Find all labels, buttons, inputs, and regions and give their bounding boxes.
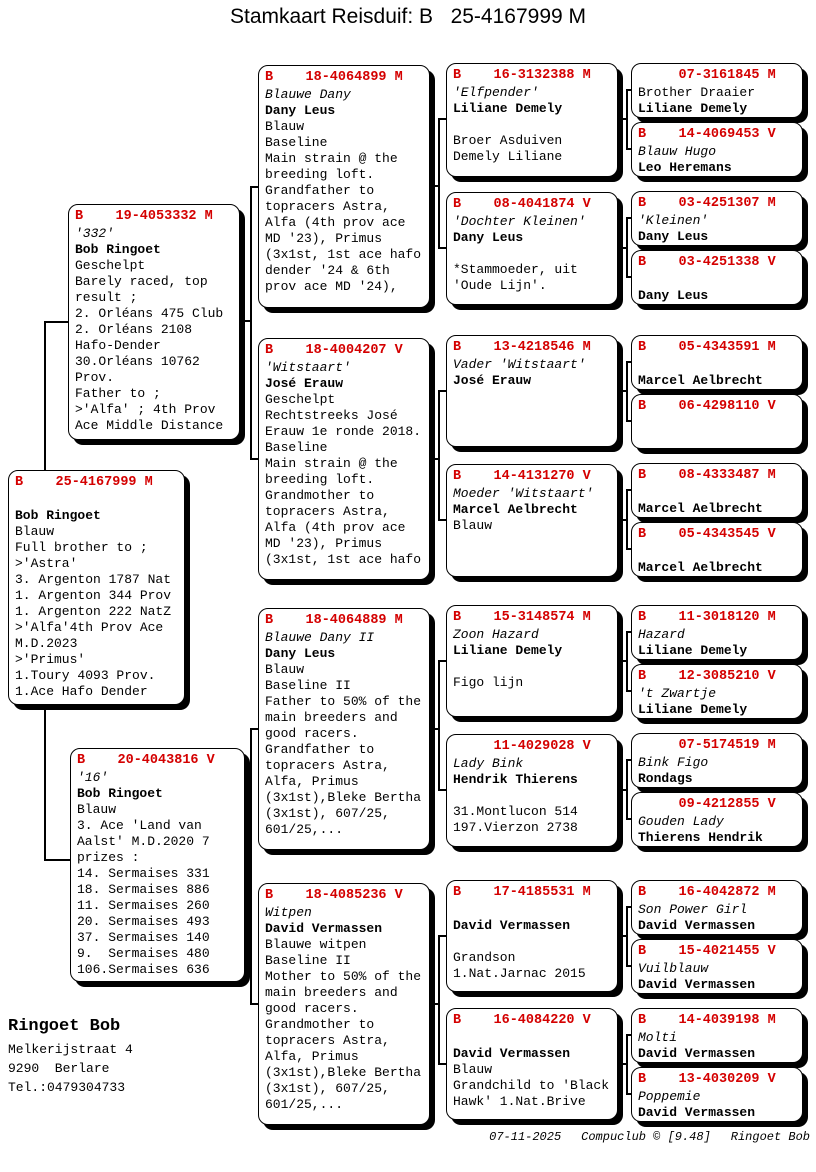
info-line: Grandmother to	[265, 1017, 375, 1032]
info-line: Grandchild to 'Black	[453, 1078, 610, 1093]
ring-number-header: B 16-4084220 V	[453, 1013, 591, 1028]
pedigree-box-sire	[68, 204, 240, 440]
ring-number-header: B 12-3085210 V	[638, 669, 776, 684]
pigeon-name: Poppemie	[638, 1089, 701, 1104]
info-line: 30.Orléans 10762	[75, 354, 200, 369]
ring-number-header: 07-5174519 M	[638, 738, 776, 753]
pigeon-name: '16'	[77, 770, 109, 785]
info-line: Geschelpt	[265, 392, 336, 407]
info-line: 18. Sermaises 886	[77, 882, 210, 897]
connector-line	[438, 935, 440, 1065]
info-line: main breeders and	[265, 710, 398, 725]
info-line: topracers Astra,	[265, 1033, 390, 1048]
connector-line	[44, 859, 71, 861]
ring-number-header: B 18-4004207 V	[265, 343, 403, 358]
ring-number-header: 11-4029028 V	[453, 739, 591, 754]
pedigree-box-ggg14	[631, 939, 803, 994]
info-line	[453, 788, 611, 804]
pigeon-name: Son Power Girl	[638, 902, 748, 917]
pigeon-name: Gouden Lady	[638, 814, 724, 829]
fancier-name: Dany Leus	[265, 646, 336, 661]
info-line	[638, 357, 796, 373]
fancier-name: David Vermassen	[638, 1105, 756, 1120]
pigeon-name: Vader 'Witstaart'	[453, 357, 586, 372]
fancier-name: Marcel Aelbrecht	[638, 373, 763, 388]
ring-number-header: B 05-4343545 V	[638, 527, 776, 542]
info-line: 1. Argenton 344 Prov	[15, 588, 172, 603]
fancier-name: Dany Leus	[638, 229, 709, 244]
info-line: MD '23), Primus	[265, 536, 383, 551]
info-line: Alfa, Primus	[265, 774, 359, 789]
connector-line	[438, 390, 440, 521]
info-line: 1.Toury 4093 Prov.	[15, 668, 156, 683]
info-line: (3x1st, 1st ace hafo	[265, 552, 422, 567]
pigeon-name: Lady Bink	[453, 756, 524, 771]
pedigree-box-ggg4	[631, 250, 803, 305]
fancier-name: Marcel Aelbrecht	[638, 501, 763, 516]
info-line: 601/25,...	[265, 1097, 344, 1112]
ring-number-header: B 16-4042872 M	[638, 885, 776, 900]
connector-line	[438, 247, 446, 249]
pedigree-box-dam	[70, 748, 245, 982]
fancier-name: Liliane Demely	[638, 643, 748, 658]
ring-number-header: B 14-4069453 V	[638, 127, 776, 142]
connector-line	[438, 660, 440, 791]
fancier-name: Rondags	[638, 771, 693, 786]
pigeon-name: Blauwe Dany II	[265, 630, 375, 645]
info-line: 601/25,...	[265, 822, 344, 837]
info-line: Blauw	[265, 119, 305, 134]
info-line: 3. Argenton 1787 Nat	[15, 572, 172, 587]
pigeon-name: Molti	[638, 1030, 678, 1045]
info-line: Blauwe witpen	[265, 937, 367, 952]
info-line: M.D.2023	[15, 636, 78, 651]
fancier-name: Dany Leus	[638, 288, 709, 303]
pigeon-name: Zoon Hazard	[453, 627, 539, 642]
info-line	[15, 492, 178, 508]
ring-number-header: B 13-4030209 V	[638, 1072, 776, 1087]
footer-owner: Ringoet Bob	[730, 1130, 810, 1144]
pigeon-name: Moeder 'Witstaart'	[453, 486, 594, 501]
ring-number-header: B 03-4251338 V	[638, 255, 776, 270]
ring-number-header: B 18-4064899 M	[265, 70, 403, 85]
pedigree-box-g2	[258, 338, 430, 580]
pigeon-name: 'Dochter Kleinen'	[453, 214, 586, 229]
connector-line	[250, 728, 252, 1005]
info-line: Aalst' M.D.2020 7	[77, 834, 210, 849]
connector-line	[626, 1034, 628, 1095]
info-line: Baseline II	[265, 953, 351, 968]
info-line: Demely Liliane	[453, 149, 563, 164]
info-line: prizes :	[77, 850, 140, 865]
info-line: Figo lijn	[453, 675, 524, 690]
info-line: Ace Middle Distance	[75, 418, 224, 433]
info-line: topracers Astra,	[265, 199, 390, 214]
fancier-name: Hendrik Thierens	[453, 772, 578, 787]
pedigree-box-gg3	[446, 335, 618, 447]
pedigree-box-gg2	[446, 192, 618, 305]
info-line: main breeders and	[265, 985, 398, 1000]
pigeon-name: 'Witstaart'	[265, 360, 351, 375]
info-line: good racers.	[265, 726, 359, 741]
connector-line	[44, 321, 46, 471]
info-line: Main strain @ the	[265, 456, 398, 471]
pedigree-box-gg6	[446, 734, 618, 847]
info-line: Blauw	[453, 518, 493, 533]
ring-number-header: B 03-4251307 M	[638, 196, 776, 211]
fancier-name: Dany Leus	[453, 230, 524, 245]
info-line: Grandson	[453, 950, 516, 965]
fancier-name: Liliane Demely	[638, 101, 748, 116]
info-line: 1.Nat.Jarnac 2015	[453, 966, 586, 981]
info-line: Mother to 50% of the	[265, 969, 422, 984]
info-line: Full brother to ;	[15, 540, 148, 555]
ring-number-header: 09-4212855 V	[638, 797, 776, 812]
fancier-name: David Vermassen	[265, 921, 383, 936]
info-line: prov ace MD '24),	[265, 279, 398, 294]
connector-line	[438, 519, 446, 521]
footer-date: 07-11-2025	[489, 1130, 562, 1144]
page-title: Stamkaart Reisduif: B 25-4167999 M	[229, 5, 586, 28]
ring-number-header: B 11-3018120 M	[638, 610, 776, 625]
pigeon-name: Witpen	[265, 905, 312, 920]
info-line: Blauw	[453, 1062, 493, 1077]
pigeon-name: Blauw Hugo	[638, 144, 717, 159]
info-line: 37. Sermaises 140	[77, 930, 210, 945]
info-line: Father to ;	[75, 386, 161, 401]
fancier-name: David Vermassen	[453, 918, 571, 933]
connector-line	[626, 906, 628, 967]
info-line	[453, 117, 611, 133]
info-line: Baseline	[265, 440, 328, 455]
connector-line	[250, 1003, 258, 1005]
ring-number-header: B 18-4064889 M	[265, 613, 403, 628]
pigeon-name: 't Zwartje	[638, 686, 717, 701]
ring-number-header: B 08-4041874 V	[453, 197, 591, 212]
info-line: 11. Sermaises 260	[77, 898, 210, 913]
connector-line	[626, 759, 628, 820]
pedigree-box-ggg6	[631, 394, 803, 449]
ring-number-header: B 20-4043816 V	[77, 753, 215, 768]
info-line: Rechtstreeks José	[265, 408, 398, 423]
pedigree-box-g1	[258, 65, 430, 308]
pigeon-name: Blauwe Dany	[265, 87, 351, 102]
pigeon-name: 'Kleinen'	[638, 213, 709, 228]
info-line: good racers.	[265, 1001, 359, 1016]
info-line: Brother Draaier	[638, 85, 756, 100]
connector-line	[626, 631, 628, 692]
info-line: result ;	[75, 290, 138, 305]
info-line: Alfa, Primus	[265, 1049, 359, 1064]
pigeon-name: '332'	[75, 226, 115, 241]
info-line: Baseline	[265, 135, 328, 150]
pedigree-box-gg7	[446, 880, 618, 992]
connector-line	[438, 935, 446, 937]
connector-line	[250, 458, 258, 460]
pedigree-box-gg1	[446, 63, 618, 177]
info-line: Father to 50% of the	[265, 694, 422, 709]
pedigree-box-ggg9	[631, 605, 803, 660]
pigeon-name: Hazard	[638, 627, 685, 642]
footer	[489, 1130, 810, 1144]
info-line	[453, 659, 611, 675]
pedigree-box-ggg7	[631, 463, 803, 518]
pedigree-box-ggg5	[631, 335, 803, 390]
fancier-name: Bob Ringoet	[15, 508, 101, 523]
ring-number-header: 07-3161845 M	[638, 68, 776, 83]
ring-number-header: B 13-4218546 M	[453, 340, 591, 355]
pedigree-box-ggg16	[631, 1067, 803, 1122]
info-line: topracers Astra,	[265, 504, 390, 519]
info-line: (3x1st), 607/25,	[265, 806, 390, 821]
fancier-name: David Vermassen	[638, 1046, 756, 1061]
info-line	[453, 902, 611, 918]
pedigree-box-ggg11	[631, 733, 803, 788]
connector-line	[438, 789, 446, 791]
info-line: breeding loft.	[265, 167, 375, 182]
info-line: >'Alfa' ; 4th Prov	[75, 402, 216, 417]
pigeon-name: Bink Figo	[638, 755, 709, 770]
info-line: 1.Ace Hafo Dender	[15, 684, 148, 699]
info-line: 31.Montlucon 514	[453, 804, 578, 819]
info-line: Barely raced, top	[75, 274, 208, 289]
info-line: Prov.	[75, 370, 115, 385]
fancier-name: Marcel Aelbrecht	[638, 560, 763, 575]
info-line: (3x1st, 1st ace hafo	[265, 247, 422, 262]
info-line: Erauw 1e ronde 2018.	[265, 424, 422, 439]
info-line: MD '23), Primus	[265, 231, 383, 246]
info-line	[638, 485, 796, 501]
info-line	[453, 934, 611, 950]
info-line: 20. Sermaises 493	[77, 914, 210, 929]
connector-line	[626, 361, 628, 422]
connector-line	[438, 1063, 446, 1065]
pedigree-box-ggg15	[631, 1008, 803, 1063]
ring-number-header: B 06-4298110 V	[638, 399, 776, 414]
info-line: Blauw	[265, 662, 305, 677]
fancier-name: Bob Ringoet	[77, 786, 163, 801]
connector-line	[438, 390, 446, 392]
info-line: 1. Argenton 222 NatZ	[15, 604, 172, 619]
fancier-name: Thierens Hendrik	[638, 830, 763, 845]
owner-phone: Tel.:0479304733	[8, 1080, 126, 1095]
connector-line	[626, 489, 628, 550]
info-line: Hawk' 1.Nat.Brive	[453, 1094, 586, 1109]
info-line: 'Oude Lijn'.	[453, 278, 547, 293]
info-line: 9. Sermaises 480	[77, 946, 210, 961]
fancier-name: David Vermassen	[453, 1046, 571, 1061]
connector-line	[438, 118, 440, 249]
info-line: Alfa (4th prov ace	[265, 215, 406, 230]
ring-number-header: B 14-4131270 V	[453, 469, 591, 484]
fancier-name: Leo Heremans	[638, 160, 732, 175]
fancier-name: Marcel Aelbrecht	[453, 502, 578, 517]
footer-program: Compuclub © [9.48]	[581, 1130, 711, 1144]
info-line: >'Primus'	[15, 652, 86, 667]
ring-number-header: B 25-4167999 M	[15, 475, 153, 490]
ring-number-header: B 16-3132388 M	[453, 68, 591, 83]
pedigree-box-ggg1	[631, 63, 803, 118]
fancier-name: José Erauw	[453, 373, 532, 388]
info-line: 2. Orléans 2108	[75, 322, 193, 337]
fancier-name: José Erauw	[265, 376, 344, 391]
fancier-name: Liliane Demely	[638, 702, 748, 717]
owner-block	[8, 1014, 133, 1097]
connector-line	[44, 703, 46, 861]
info-line: (3x1st),Bleke Bertha	[265, 790, 422, 805]
info-line: 2. Orléans 475 Club	[75, 306, 224, 321]
info-line: Alfa (4th prov ace	[265, 520, 406, 535]
pedigree-box-ggg12	[631, 792, 803, 847]
pedigree-box-ggg8	[631, 522, 803, 577]
pedigree-box-ggg10	[631, 664, 803, 719]
info-line	[638, 416, 796, 432]
connector-line	[626, 217, 628, 278]
pigeon-name: 'Elfpender'	[453, 85, 539, 100]
info-line: breeding loft.	[265, 472, 375, 487]
info-line	[453, 246, 611, 262]
info-line: (3x1st),Bleke Bertha	[265, 1065, 422, 1080]
pedigree-box-g3	[258, 608, 430, 850]
ring-number-header: B 15-4021455 V	[638, 944, 776, 959]
ring-number-header: B 08-4333487 M	[638, 468, 776, 483]
fancier-name: David Vermassen	[638, 977, 756, 992]
pigeon-name: Vuilblauw	[638, 961, 709, 976]
ring-number-header: B 18-4085236 V	[265, 888, 403, 903]
info-line: topracers Astra,	[265, 758, 390, 773]
fancier-name: Liliane Demely	[453, 643, 563, 658]
pedigree-box-gg5	[446, 605, 618, 717]
info-line: 106.Sermaises 636	[77, 962, 210, 977]
info-line: 3. Ace 'Land van	[77, 818, 202, 833]
pedigree-box-gg8	[446, 1008, 618, 1120]
connector-line	[44, 321, 69, 323]
info-line: Blauw	[15, 524, 55, 539]
fancier-name: Liliane Demely	[453, 101, 563, 116]
connector-line	[250, 186, 258, 188]
info-line: dender '24 & 6th	[265, 263, 390, 278]
info-line: *Stammoeder, uit	[453, 262, 578, 277]
info-line	[638, 272, 796, 288]
pedigree-box-ggg13	[631, 880, 803, 935]
ring-number-header: B 19-4053332 M	[75, 209, 213, 224]
connector-line	[250, 728, 258, 730]
ring-number-header: B 17-4185531 M	[453, 885, 591, 900]
pedigree-box-gg4	[446, 464, 618, 577]
ring-number-header: B 15-3148574 M	[453, 610, 591, 625]
info-line: Grandmother to	[265, 488, 375, 503]
owner-name: Ringoet Bob	[8, 1017, 121, 1036]
pedigree-box-ggg3	[631, 191, 803, 246]
pedigree-box-g4	[258, 883, 430, 1125]
info-line: Geschelpt	[75, 258, 146, 273]
info-line: Grandfather to	[265, 742, 375, 757]
ring-number-header: B 05-4343591 M	[638, 340, 776, 355]
fancier-name: David Vermassen	[638, 918, 756, 933]
info-line: Blauw	[77, 802, 117, 817]
fancier-name: Dany Leus	[265, 103, 336, 118]
connector-line	[438, 118, 446, 120]
connector-line	[250, 186, 252, 460]
info-line	[638, 432, 796, 448]
info-line: >'Astra'	[15, 556, 78, 571]
info-line: Grandfather to	[265, 183, 375, 198]
connector-line	[626, 89, 628, 150]
info-line	[638, 544, 796, 560]
pedigree-box-ggg2	[631, 122, 803, 177]
pedigree-box-subject	[8, 470, 185, 705]
fancier-name: Bob Ringoet	[75, 242, 161, 257]
info-line: >'Alfa'4th Prov Ace	[15, 620, 164, 635]
info-line: 14. Sermaises 331	[77, 866, 210, 881]
info-line: Baseline II	[265, 678, 351, 693]
owner-address-line2: 9290 Berlare	[8, 1061, 110, 1076]
info-line: Main strain @ the	[265, 151, 398, 166]
ring-number-header: B 14-4039198 M	[638, 1013, 776, 1028]
info-line: Broer Asduiven	[453, 133, 563, 148]
info-line: 197.Vierzon 2738	[453, 820, 578, 835]
info-line	[453, 1030, 611, 1046]
info-line: (3x1st), 607/25,	[265, 1081, 390, 1096]
connector-line	[438, 660, 446, 662]
info-line: Hafo-Dender	[75, 338, 161, 353]
owner-address-line1: Melkerijstraat 4	[8, 1042, 133, 1057]
